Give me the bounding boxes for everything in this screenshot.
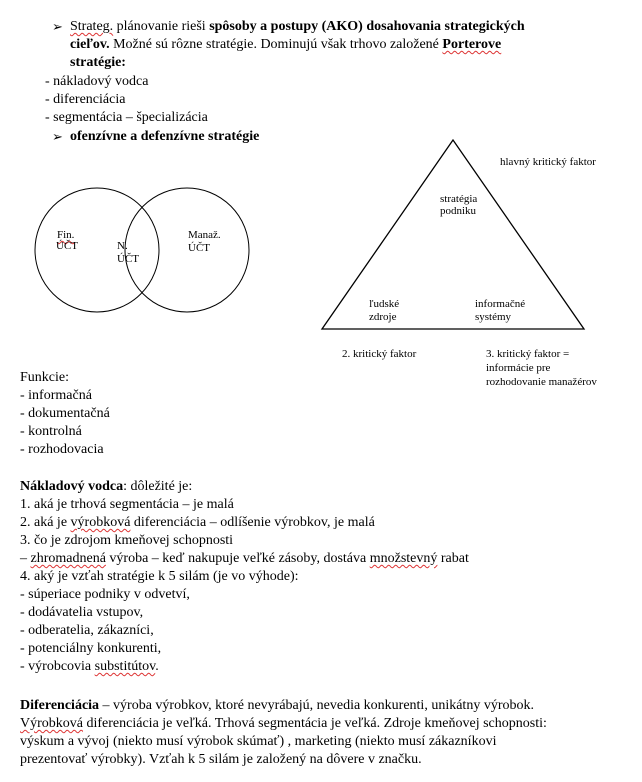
porter-word: Porterove (442, 37, 502, 52)
venn-fin-label: Fin. (57, 229, 75, 241)
venn-right-circle (125, 188, 249, 312)
force-item: - odberatelia, zákazníci, (20, 623, 154, 638)
info-systems-a: informačné (475, 298, 526, 310)
human-resources-a: ľudské (369, 298, 400, 310)
main-critical-factor: hlavný kritický faktor (500, 156, 596, 168)
function-item: - informačná (20, 388, 92, 403)
cost-leader-line-2: 2. aká je výrobková diferenciácia – odlíšenie výrobkov, je malá (20, 515, 375, 530)
intro-line-2: cieľov. Možné sú rôzne stratégie. Dominujú však trhovo založené Porterove (70, 37, 502, 52)
strategy-center-b: podniku (440, 205, 477, 217)
cost-leader-line-3: 3. čo je zdrojom kmeňovej schopnosti (20, 533, 234, 548)
info-systems-b: systémy (475, 311, 512, 323)
strategy-item-3: - segmentácia – špecializácia (45, 110, 208, 125)
diff-line-4: prezentovať výrobky). Vzťah k 5 silám je založený na dôvere v značku. (20, 752, 422, 767)
venn-left-uct: ÚČT (56, 240, 78, 252)
venn-right-uct: ÚČT (188, 242, 210, 254)
strategy-item-2: - diferenciácia (45, 92, 126, 107)
intro-line-3: stratégie: (70, 55, 126, 70)
strategy-item-1: - nákladový vodca (45, 74, 149, 89)
cost-leader-line-3b: – zhromadnená výroba – keď nakupuje veľké zásoby, dostáva množstevný rabat (20, 551, 469, 566)
bullet-arrow-icon: ➢ (52, 19, 63, 34)
cost-leader-line-4: 4. aký je vzťah stratégie k 5 silám (je vo výhode): (20, 569, 299, 584)
diff-line-2: Výrobková diferenciácia je veľká. Trhová segmentácia je veľká. Zdroje kmeňovej schopnosti: (20, 716, 547, 731)
strategy-center-a: stratégia (440, 193, 478, 205)
force-item: - potenciálny konkurenti, (20, 641, 162, 656)
human-resources-b: zdroje (369, 311, 397, 323)
diff-line-1: Diferenciácia – výroba výrobkov, ktoré nevyrábajú, nevedia konkurenti, unikátny výrobok. (20, 698, 534, 713)
venn-mid-uct: ÚČT (117, 253, 139, 265)
cost-leader-line-1: 1. aká je trhová segmentácia – je malá (20, 497, 234, 512)
force-item: - súperiace podniky v odvetví, (20, 587, 190, 602)
offensive-heading: ofenzívne a defenzívne stratégie (70, 129, 260, 144)
diff-line-3: výskum a vývoj (niekto musí výrobok skúmať) , marketing (niekto musí zákazníkovi (20, 734, 497, 749)
second-critical-factor: 2. kritický faktor (342, 348, 417, 360)
third-critical-factor-b: informácie pre (486, 362, 551, 374)
force-item: - dodávatelia vstupov, (20, 605, 144, 620)
intro-word-strateg: Strateg. (70, 19, 114, 34)
cost-leader-heading: Nákladový vodca: dôležité je: (20, 479, 193, 494)
force-item: - výrobcovia substitútov. (20, 659, 159, 674)
function-item: - kontrolná (20, 424, 82, 439)
bullet-arrow-icon: ➢ (52, 129, 63, 144)
intro-line-1: Strateg. plánovanie rieši spôsoby a postupy (AKO) dosahovania strategických (70, 19, 525, 34)
functions-heading: Funkcie: (20, 370, 69, 385)
venn-manaz-label: Manaž. (188, 229, 221, 241)
venn-mid-n: N. (117, 240, 128, 252)
venn-left-circle (35, 188, 159, 312)
function-item: - rozhodovacia (20, 442, 104, 457)
function-item: - dokumentačná (20, 406, 110, 421)
third-critical-factor-c: rozhodovanie manažérov (486, 376, 597, 388)
third-critical-factor-a: 3. kritický faktor = (486, 348, 570, 360)
